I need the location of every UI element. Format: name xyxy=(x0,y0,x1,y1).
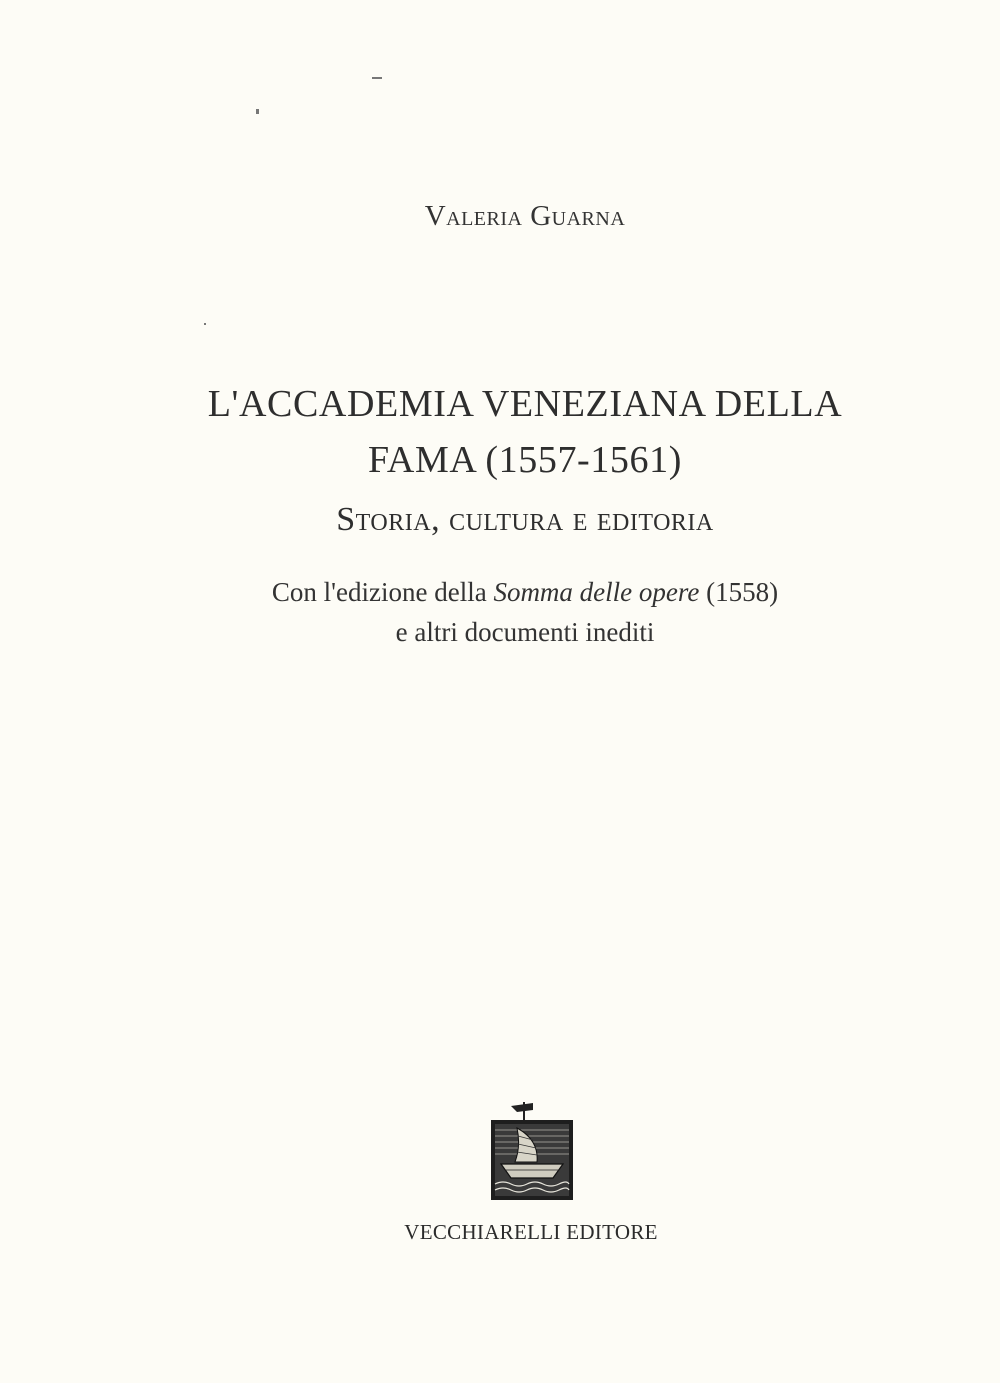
edition-prefix: Con l'edizione della xyxy=(271,577,494,607)
title-line-1: L'ACCADEMIA VENEZIANA DELLA xyxy=(207,383,843,425)
book-title xyxy=(0,376,1000,552)
print-speck xyxy=(256,109,259,114)
publisher-name: VECCHIARELLI EDITORE xyxy=(404,1220,658,1244)
print-speck xyxy=(204,323,206,325)
book-subtitle: Storia, cultura e editoria xyxy=(336,501,714,538)
ship-emblem-icon xyxy=(487,1100,577,1204)
edition-suffix: (1558) xyxy=(699,577,779,607)
edition-work-title: Somma delle opere xyxy=(493,577,700,607)
edition-line-2: e altri documenti inediti xyxy=(395,617,655,647)
edition-note xyxy=(0,572,1000,652)
print-speck xyxy=(372,77,382,79)
edition-line-1 xyxy=(0,572,1000,612)
title-line-2: FAMA (1557-1561) xyxy=(368,439,682,481)
author-name: Valeria Guarna xyxy=(424,200,626,232)
